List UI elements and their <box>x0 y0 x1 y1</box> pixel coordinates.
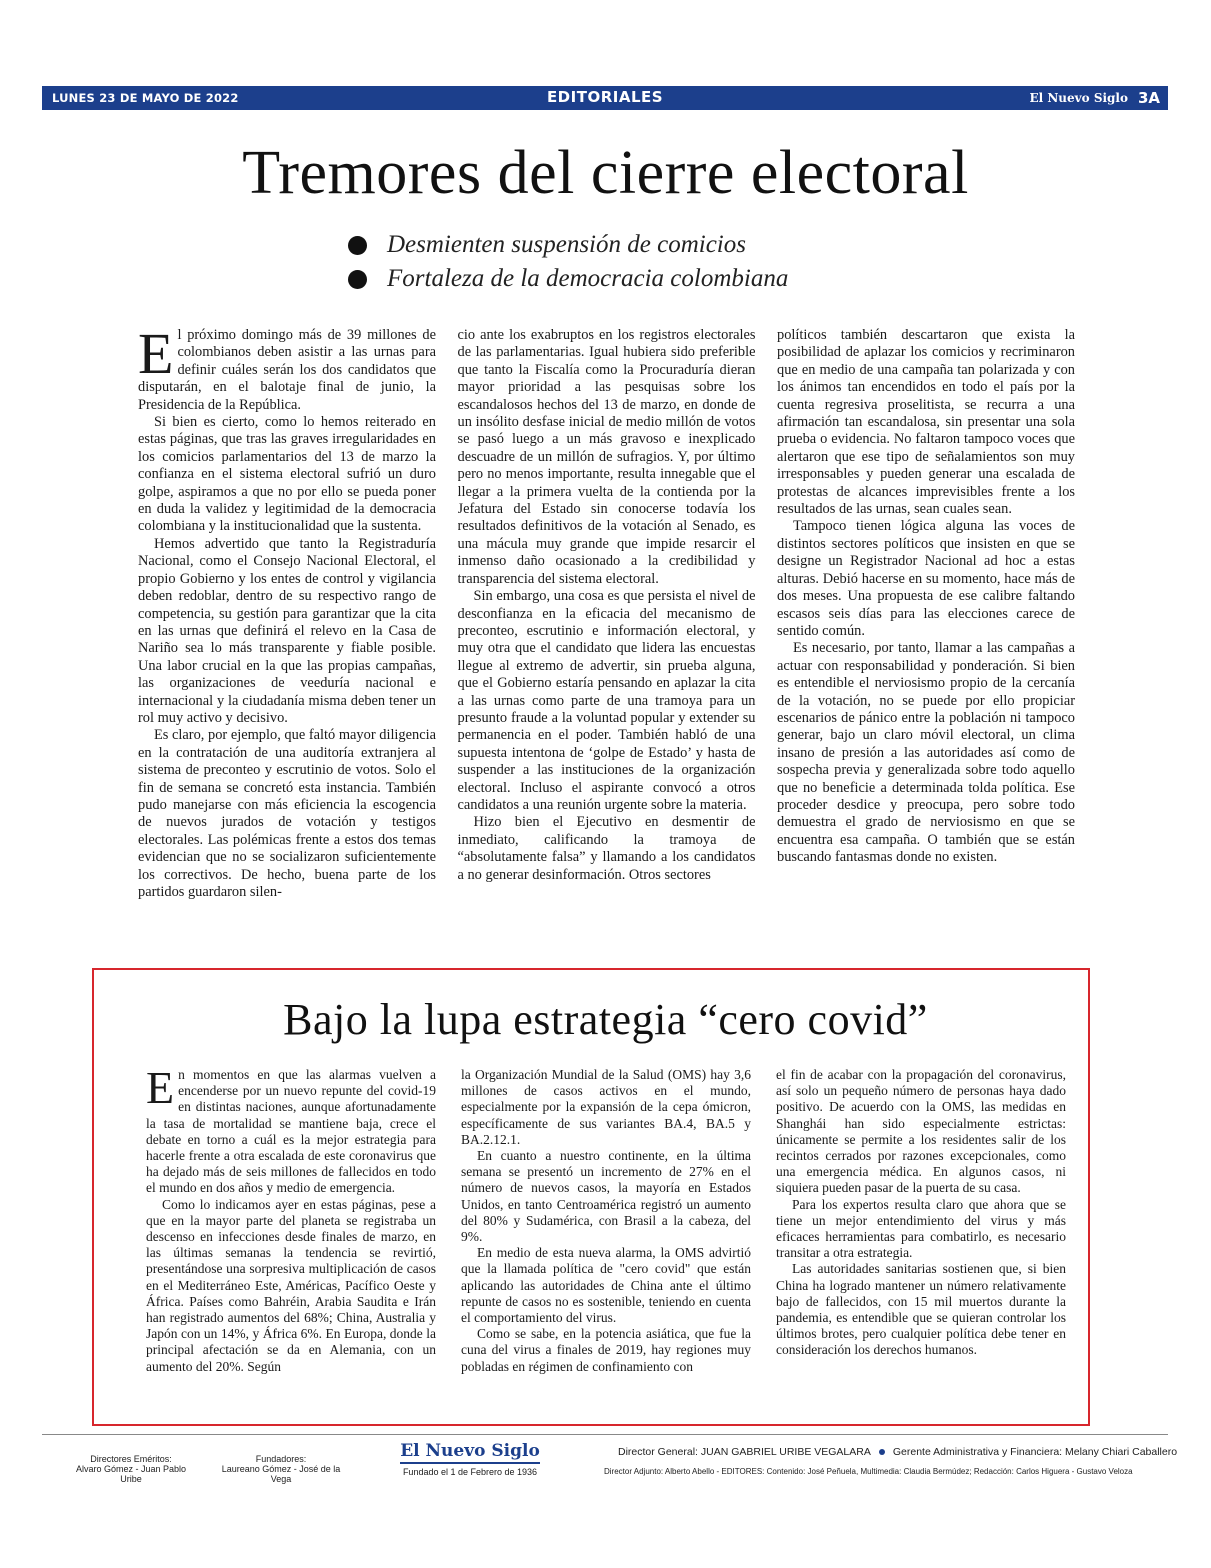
footer-divider <box>42 1434 1168 1435</box>
paragraph: Para los expertos resulta claro que ahora que se tiene un mejor entendimiento del virus y más eficaces herramientas para combatirlo, es necesario transitar a otra estrategia. <box>776 1196 1066 1261</box>
paragraph: Es necesario, por tanto, llamar a las campañas a actuar con responsabilidad y ponderación. Si bien es entendible el nerviosismo propio de la cercanía de la votación, no se puede por ello propiciar escenarios de pánico entre la población ni tampoco generar, bajo un claro móvil electoral, un clima insano de presión a las autoridades así como de sospecha previa y generalizada sobre todo aquello que no beneficie a determinada tolda política. Ese proceder desdice y preocupa, pero sobre todo demuestra el grado de nerviosismo en que se encuentra esa campaña. O también que se están buscando fantasmas donde no existen. <box>777 640 1075 866</box>
directors-names: Alvaro Gómez - Juan Pablo Uribe <box>75 1464 187 1484</box>
paragraph: En cuanto a nuestro continente, en la última semana se presentó un incremento de 27% en el número de nuevos casos, la mayoría en Estados Unidos, en tanto Centroamérica registró un aumento del 80% y Sudamérica, con Brasil a la cabeza, del 9%. <box>461 1148 751 1245</box>
paragraph: el fin de acabar con la propagación del coronavirus, así solo un pequeño número de personas haya dado positivo. De acuerdo con la OMS, las medidas en Shanghái han sido especialmente estrictas: únicamente se permite a los residentes salir de los recintos cerrados por razones excepcionales, como una emergencia médica. En algunos casos, ni siquiera pueden pasar de la puerta de su casa. <box>776 1067 1066 1196</box>
director-general: Director General: JUAN GABRIEL URIBE VEGALARA <box>618 1446 871 1458</box>
page-number: 3A <box>1137 89 1160 107</box>
text-column <box>138 327 436 959</box>
separator-dot-icon <box>879 1449 885 1455</box>
founders-label: Fundadores: <box>255 1454 307 1464</box>
paragraph: En medio de esta nueva alarma, la OMS advirtió que la llamada política de "cero covid" que están aplicando las autoridades de China ante el último repunte de casos no es sostenible, teniendo en cuenta el comportamiento del virus. <box>461 1245 751 1326</box>
paragraph: Como se sabe, en la potencia asiática, que fue la cuna del virus a finales de 2019, hay regiones muy pobladas en régimen de confinamiento con <box>461 1326 751 1374</box>
paragraph: Las autoridades sanitarias sostienen que, si bien China ha logrado mantener un número relativamente bajo de fallecidos, con 15 mil muertos durante la pandemia, es entendible que se quieran controlar los últimos brotes, pero cualquier política debe tener en consideración los derechos humanos. <box>776 1261 1066 1358</box>
paragraph: Sin embargo, una cosa es que persista el nivel de desconfianza en la eficacia del mecanismo de preconteo, escrutinio e información electoral, y muy otra que el candidato que lidera las encuestas llegue al extremo de advertir, sin prueba alguna, que el Gobierno estaría pensando en aplazar la cita a las urnas como parte de una tramoya para un presunto fraude a la voluntad popular y extender su permanencia en el poder. También habló de una supuesta intentona de ‘golpe de Estado’ y hasta de suspender a las instituciones de la organización electoral. Incluso el aspirante convocó a otros candidatos a una reunión urgente sobre la materia. <box>457 588 756 813</box>
subhead-text: Fortaleza de la democracia colombiana <box>387 265 789 292</box>
founders <box>215 1454 347 1484</box>
founded-date: Fundado el 1 de Febrero de 1936 <box>402 1467 538 1477</box>
editorial-1-body <box>138 327 1075 959</box>
staff-line-secondary: Director Adjunto: Alberto Abello - EDITORES: Contenido: José Peñuela, Multimedia: Claudia Bermúdez; Redacción: Carlos Higuera - Gustavo Veloza <box>604 1467 1133 1476</box>
editorial-1-subheads <box>348 228 948 296</box>
staff-line-primary <box>618 1446 1177 1458</box>
directors-emeritus <box>66 1454 196 1484</box>
subhead-item <box>348 228 948 262</box>
general-manager: Gerente Administrativa y Financiera: Melany Chiari Caballero <box>892 1446 1178 1458</box>
bullet-dot-icon <box>348 236 367 255</box>
paragraph: políticos también descartaron que exista la posibilidad de aplazar los comicios y recriminaron que en medio de una campaña tan polarizada y con los ánimos tan encendidos en todo el país por la cuenta regresiva proselitista, se recurra a una afirmación tan escandalosa, sin presentar una sola prueba o evidencia. No faltaron tampoco voces que alertaron que ese tipo de señalamientos son muy irresponsables y pueden generar una escalada de protestas de alcances imprevisibles frente a los resultados de las urnas, sean cuales sean. <box>777 327 1075 518</box>
paragraph: El próximo domingo más de 39 millones de colombianos deben asistir a las urnas para definir cuáles serán los dos candidatos que disputarán, en el balotaje final de junio, la Presidencia de la República. <box>138 327 436 413</box>
text-column <box>776 1067 1066 1407</box>
issue-date: LUNES 23 DE MAYO DE 2022 <box>52 91 239 105</box>
paragraph: Como lo indicamos ayer en estas páginas, pese a que en la mayor parte del planeta se registraba un descenso en infecciones desde finales de marzo, en las últimas semanas la tendencia se revirtió, presentándose una sorpresiva multiplicación de casos en el Mediterráneo Este, Américas, Pacífico Oeste y África. Países como Bahréin, Arabia Saudita e Irán han registrado aumentos del 68%; China, Australia y Japón con un 14%, y África 6%. En Europa, donde la principal afectación se da en Alemania, con un aumento del 20%. Según <box>146 1196 436 1374</box>
founders-names: Laureano Gómez - José de la Vega <box>221 1464 341 1484</box>
drop-cap: E <box>138 327 174 386</box>
paragraph: Hemos advertido que tanto la Registraduría Nacional, como el Consejo Nacional Electoral, el propio Gobierno y los entes de control y vigilancia deben redoblar, dentro de su respectivo rango de competencia, su gestión para garantizar que la cita en las urnas que definirá el relevo en la Casa de Nariño sea lo más transparente y fiable posible. Una labor crucial en la que las propias campañas, las organizaciones de veeduría nacional e internacional y la ciudadanía misma deben tener un rol muy activo y decisivo. <box>138 535 436 726</box>
text-column <box>458 327 756 959</box>
subhead-text: Desmienten suspensión de comicios <box>387 231 746 258</box>
paragraph: cio ante los exabruptos en los registros electorales de las parlamentarias. Igual hubiera sido preferible que tanto la Fiscalía como la Procuraduría dieran mayor prioridad a las pesquisas sobre los escandalosos hechos del 13 de marzo, en donde de un insólito desfase inicial de medio millón de votos se pasó luego a un más gravoso e inexplicado descuadre de un millón de sufragios. Y, por último pero no menos importante, resulta innegable que el llegar a la primera vuelta de la contienda por la Jefatura del Estado sin conocerse todavía los resultados definitivos de la votación al Senado, es una mácula muy grande que impide resarcir el inmenso daño ocasionado a la credibilidad y transparencia del sistema electoral. <box>457 327 756 587</box>
editorial-2-title: Bajo la lupa estrategia “cero covid” <box>283 995 928 1044</box>
subhead-item <box>348 262 948 296</box>
bullet-dot-icon <box>348 270 367 289</box>
footer-logo <box>400 1441 540 1477</box>
drop-cap: E <box>146 1067 175 1113</box>
editorial-2-body <box>146 1067 1066 1407</box>
text-column <box>461 1067 751 1407</box>
paragraph: Tampoco tienen lógica alguna las voces de distintos sectores políticos que insisten en que se designe un Registrador Nacional ad hoc a estas alturas. Debió hacerse en su momento, hace más de dos meses. Una propuesta de ese calibre faltando escasos seis días para las elecciones carece de sentido común. <box>777 518 1075 639</box>
section-title: EDITORIALES <box>546 88 664 106</box>
editorial-1-title: Tremores del cierre electoral <box>242 139 969 207</box>
logo-text: El Nuevo Siglo <box>400 1441 540 1464</box>
directors-label: Directores Eméritos: <box>90 1454 172 1464</box>
brand-name: El Nuevo Siglo <box>1029 91 1128 105</box>
paragraph: Hizo bien el Ejecutivo en desmentir de inmediato, calificando la tramoya de “absolutamente falsa” y llamando a los candidatos a no generar desinformación. Otros sectores <box>457 814 756 883</box>
paragraph: En momentos en que las alarmas vuelven a encenderse por un nuevo repunte del covid-19 en distintas naciones, aunque afortunadamente la tasa de mortalidad se mantiene baja, crece el debate en torno a cuál es la mejor estrategia para hacerle frente a otra escalada de este coronavirus que ha dejado más de seis millones de fallecidos en todo el mundo en dos años y medio de emergencia. <box>146 1067 436 1196</box>
paragraph: Es claro, por ejemplo, que faltó mayor diligencia en la contratación de una auditoría extranjera al sistema de preconteo y escrutinio de votos. Solo el fin de semana se concretó esta instancia. También pudo manejarse con más eficiencia la escogencia de nuevos jurados de votación y testigos electorales. Las polémicas frente a estos dos temas evidencian que no se socializaron suficientemente los correctivos. De hecho, buena parte de los partidos guardaron silen- <box>138 727 436 900</box>
paragraph: Si bien es cierto, como lo hemos reiterado en estas páginas, que tras las graves irregularidades en los comicios parlamentarios del 13 de marzo la confianza en el sistema electoral sufrió un duro golpe, aspiramos a que no por ello se pueda poner en duda la validez y legitimidad de la democracia colombiana y la institucionalidad que la sustenta. <box>138 414 436 535</box>
text-column <box>146 1067 436 1407</box>
paragraph: la Organización Mundial de la Salud (OMS) hay 3,6 millones de casos activos en el mundo, especialmente por la expansión de la cepa ómicron, específicamente de sus variantes BA.4, BA.5 y BA.2.12.1. <box>461 1067 751 1147</box>
text-column <box>777 327 1075 959</box>
header-bar <box>42 86 1168 110</box>
